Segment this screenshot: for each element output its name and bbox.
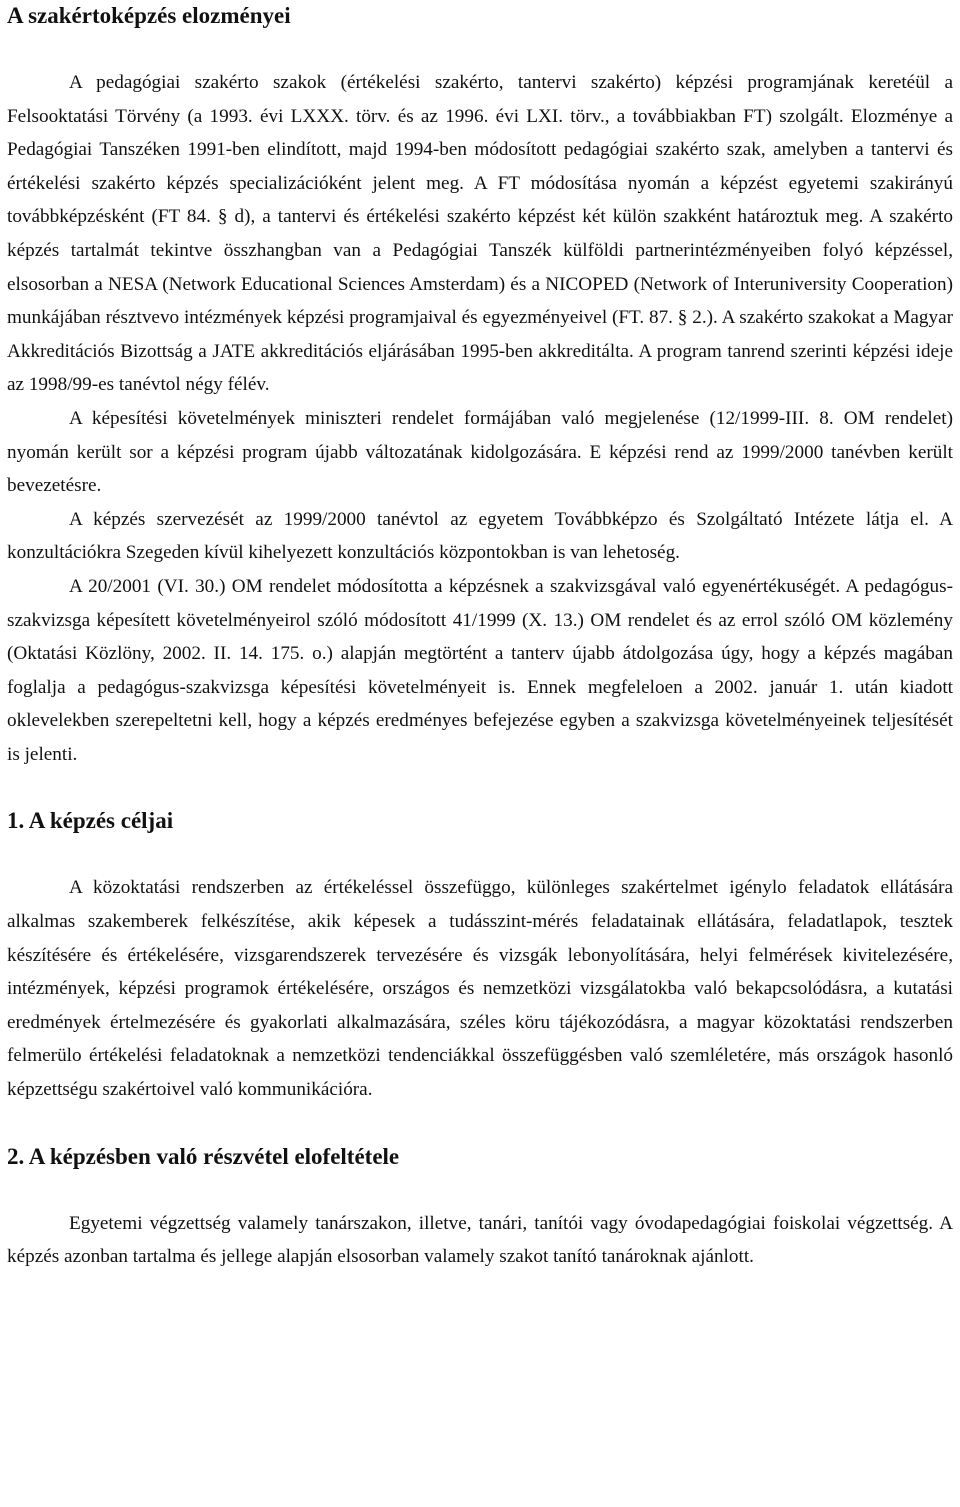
paragraph-history-3: A képzés szervezését az 1999/2000 tanévtol az egyetem Továbbképzo és Szolgáltató Intézete látja el. A konzultációkra Szegeden kívül kihelyezett konzultációs központokban is van lehetoség. xyxy=(7,508,953,564)
paragraph-history-2: A képesítési követelmények miniszteri rendelet formájában való megjelenése (12/1999-III. 8. OM rendelet) nyomán került sor a képzési program újabb változatának kidolgozására. E képzési rend az 1999/2000 tanévben került bevezetésre. xyxy=(7,407,953,497)
paragraph-prerequisites-1: Egyetemi végzettség valamely tanárszakon, illetve, tanári, tanítói vagy óvodapedagógiai foiskolai végzettség. A képzés azonban tartalma és jellege alapján elsosorban valamely szakot tanító tanároknak ajánlott. xyxy=(7,1212,953,1268)
section-heading-goals: 1. A képzés céljai xyxy=(7,808,174,834)
section-heading-prerequisites: 2. A képzésben való részvétel elofeltétele xyxy=(7,1143,400,1169)
section-heading-history: A szakértoképzés elozményei xyxy=(7,3,291,28)
paragraph-history-1: A pedagógiai szakérto szakok (értékelési szakérto, tantervi szakérto) képzési programjának keretéül a Felsooktatási Törvény (a 1993. évi LXXX. törv. és az 1996. évi LXI. törv., a továbbiakban FT) szolgált. Elozménye a Pedagógiai Tanszéken 1991-ben elindított, majd 1994-ben módosított pedagógiai szakérto szak, amelyben a tantervi és értékelési szakérto képzés specializációként jelent meg. A FT módosítása nyomán a képzést egyetemi szakirányú továbbképzésként (FT 84. § d), a tantervi és értékelési szakérto képzést két külön szakként határoztuk meg. A szakérto képzés tartalmát tekintve összhangban van a Pedagógiai Tanszék külföldi partnerintézményeiben folyó képzéssel, elsosorban a NESA (Network Educational Sciences Amsterdam) és a NICOPED (Network of Interuniversity Cooperation) munkájában résztvevo intézmények képzési programjaival és egyezményeivel (FT. 87. § 2.). A szakérto szakokat a Magyar Akkreditációs Bizottság a JATE akkreditációs eljárásában 1995-ben akkreditálta. A program tanrend szerinti képzési ideje az 1998/99-es tanévtol négy félév. xyxy=(7,72,953,396)
paragraph-goals-1: A közoktatási rendszerben az értékeléssel összefüggo, különleges szakértelmet igénylo feladatok ellátására alkalmas szakemberek felkészítése, akik képesek a tudásszint-mérés feladatainak ellátására, feladatlapok, tesztek készítésére és értékelésére, vizsgarendszerek tervezésére és vizsgák lebonyolítására, helyi felmérések kivitelezésére, intézmények, képzési programok értékelésére, országos és nemzetközi vizsgálatokba való bekapcsolódásra, a kutatási eredmények értelmezésére és gyakorlati alkalmazására, széles köru tájékozódásra, a magyar közoktatási rendszerben felmerülo értékelési feladatoknak a nemzetközi tendenciákkal összefüggésben való szemléletére, más országok hasonló képzettségu szakértoivel való kommunikációra. xyxy=(7,877,953,1101)
document-page xyxy=(7,0,953,1274)
paragraph-history-4: A 20/2001 (VI. 30.) OM rendelet módosította a képzésnek a szakvizsgával való egyenértékuségét. A pedagógus-szakvizsga képesített követelményeirol szóló módosított 41/1999 (X. 13.) OM rendelet és az errol szóló OM közlemény (Oktatási Közlöny, 2002. II. 14. 175. o.) alapján megtörtént a tanterv újabb átdolgozása úgy, hogy a képzés magában foglalja a pedagógus-szakvizsga képesítési követelményeit is. Ennek megfeleloen a 2002. január 1. után kiadott oklevelekben szerepeltetni kell, hogy a képzés eredményes befejezése egyben a szakvizsga követelményeinek teljesítését is jelenti. xyxy=(7,575,953,765)
